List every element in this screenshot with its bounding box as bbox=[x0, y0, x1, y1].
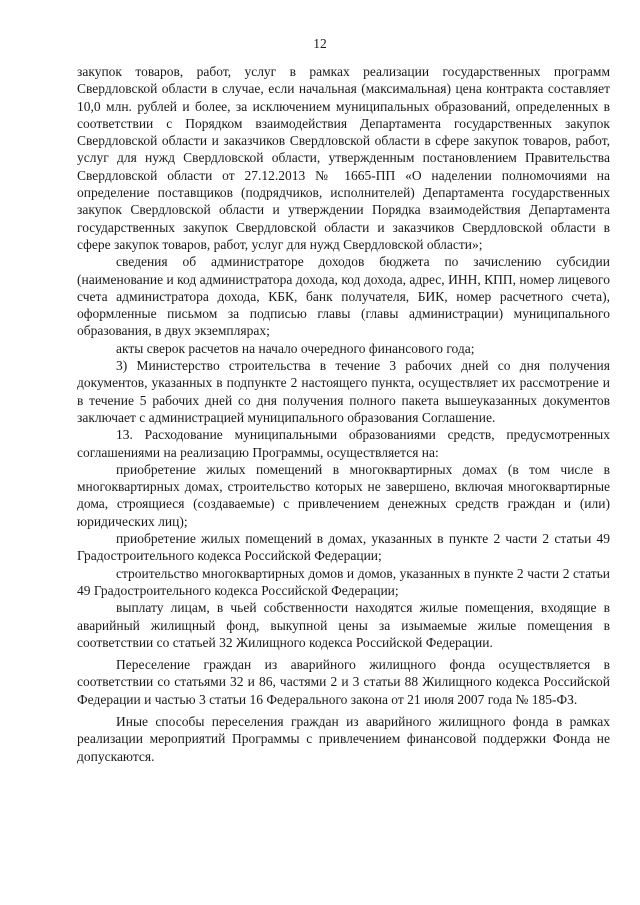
paragraph-construction: строительство многоквартирных домов и домов, указанных в пункте 2 части 2 статьи 49 Градостроительного кодекса Российской Федерации; bbox=[77, 565, 610, 598]
paragraph-other-methods: Иные способы переселения граждан из аварийного жилищного фонда в рамках реализации мероприятий Программы с привлечением финансовой поддержки Фонда не допускаются. bbox=[77, 713, 610, 764]
paragraph-ministry-review: 3) Министерство строительства в течение 3 рабочих дней со дня получения документов, указанных в подпункте 2 настоящего пункта, осуществляет их рассмотрение и в течение 5 рабочих дней со дня получения полного пакета вышеуказанных документов заключает с администрацией муниципального образования Соглашение. bbox=[77, 358, 610, 425]
paragraph-resettlement-basis: Переселение граждан из аварийного жилищного фонда осуществляется в соответствии со статьями 32 и 86, частями 2 и 3 статьи 88 Жилищного кодекса Российской Федерации и частью 3 статьи 16 Федерального закона от 21 июля 2007 года № 185-ФЗ. bbox=[77, 657, 610, 707]
paragraph-item-13: 13. Расходование муниципальными образованиями средств, предусмотренных соглашениями на реализацию Программы, осуществляется на: bbox=[77, 427, 610, 460]
document-body bbox=[77, 63, 610, 765]
paragraph-redemption-payment: выплату лицам, в чьей собственности находятся жилые помещения, входящие в аварийный жилищный фонд, выкупной цены за изымаемые жилые помещения в соответствии со статьей 32 Жилищного кодекса Российской Федерации. bbox=[77, 600, 610, 650]
paragraph-reconciliation-acts: акты сверок расчетов на начало очередного финансового года; bbox=[116, 340, 475, 356]
page-number: 12 bbox=[313, 36, 327, 51]
paragraph-purchase-houses: приобретение жилых помещений в домах, указанных в пункте 2 части 2 статьи 49 Градостроительного кодекса Российской Федерации; bbox=[77, 531, 610, 564]
paragraph-income-administrator-info: сведения об администраторе доходов бюджета по зачислению субсидии (наименование и код администратора дохода, код дохода, адрес, ИНН, КПП, номер лицевого счета администратора дохода, КБК, банк получателя, БИК, номер расчетного счета), оформленные письмом за подписью главы (главы администрации) муниципального образования, в двух экземплярах; bbox=[77, 254, 610, 339]
paragraph-continuation: закупок товаров, работ, услуг в рамках реализации государственных программ Свердловской области в случае, если начальная (максимальная) цена контракта составляет 10,0 млн. рублей и более, за исключением муниципальных образований, определенных в соответствии с Порядком взаимодействия Департамента государственных закупок Свердловской области и заказчиков Свердловской области в сфере закупок товаров, работ, услуг для нужд Свердловской области, утвержденным постановлением Правительства Свердловской области от 27.12.2013 № 1665-ПП «О наделении полномочиями на определение поставщиков (подрядчиков, исполнителей) Департамента государственных закупок Свердловской области и утверждении Порядка взаимодействия Департамента государственных закупок Свердловской области и заказчиков Свердловской области в сфере закупок товаров, работ, услуг для нужд Свердловской области»; bbox=[77, 64, 610, 252]
paragraph-purchase-apartments: приобретение жилых помещений в многоквартирных домах (в том числе в многоквартирных домах, строительство которых не завершено, включая многоквартирные дома, строящиеся (создаваемые) с привлечением денежных средств граждан и (или) юридических лиц); bbox=[77, 461, 610, 529]
